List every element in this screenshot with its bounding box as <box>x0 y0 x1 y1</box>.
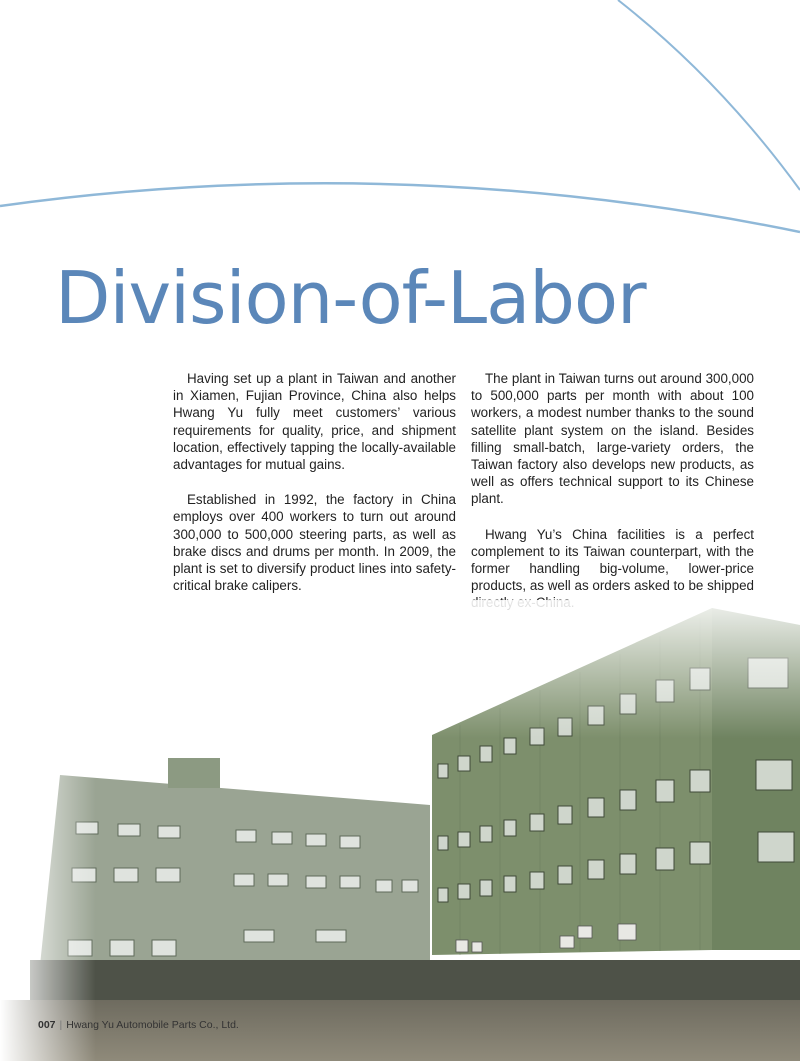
paragraph: Established in 1992, the factory in China employs over 400 workers to turn out around 300,000 to 500,000 steering parts, as well as brake discs and drums per month. In 2009, the plant is set to diversify product lines into safety-critical brake calipers. <box>173 492 456 594</box>
horizontal-arc <box>0 183 800 232</box>
company-name: Hwang Yu Automobile Parts Co., Ltd. <box>66 1019 239 1031</box>
right-text-column <box>471 370 754 630</box>
paragraph: Having set up a plant in Taiwan and another in Xiamen, Fujian Province, China also helps Hwang Yu fully meet customers’ various requirements for quality, price, and shipment location, effectively tapping the locally-available advantages for mutual gains. <box>173 371 456 473</box>
page-footer <box>38 1019 239 1031</box>
page-number: 007 <box>38 1019 56 1031</box>
factory-building-photo <box>0 600 800 1061</box>
corner-arc <box>618 0 800 190</box>
page-title: Division-of-Labor <box>55 256 646 340</box>
left-text-column <box>173 370 456 612</box>
footer-separator: | <box>59 1019 63 1031</box>
paragraph: The plant in Taiwan turns out around 300,000 to 500,000 parts per month with about 100 workers, a modest number thanks to the sound satellite plant system on the island. Besides filling small-batch, large-variety orders, the Taiwan factory also develops new products, as well as offers technical support to its Chinese plant. <box>471 371 754 507</box>
decorative-arcs <box>0 0 800 260</box>
paragraph: Hwang Yu’s China facilities is a perfect complement to its Taiwan counterpart, with the former handling big-volume, lower-price products, as well as orders asked to be shipped <box>471 526 754 594</box>
